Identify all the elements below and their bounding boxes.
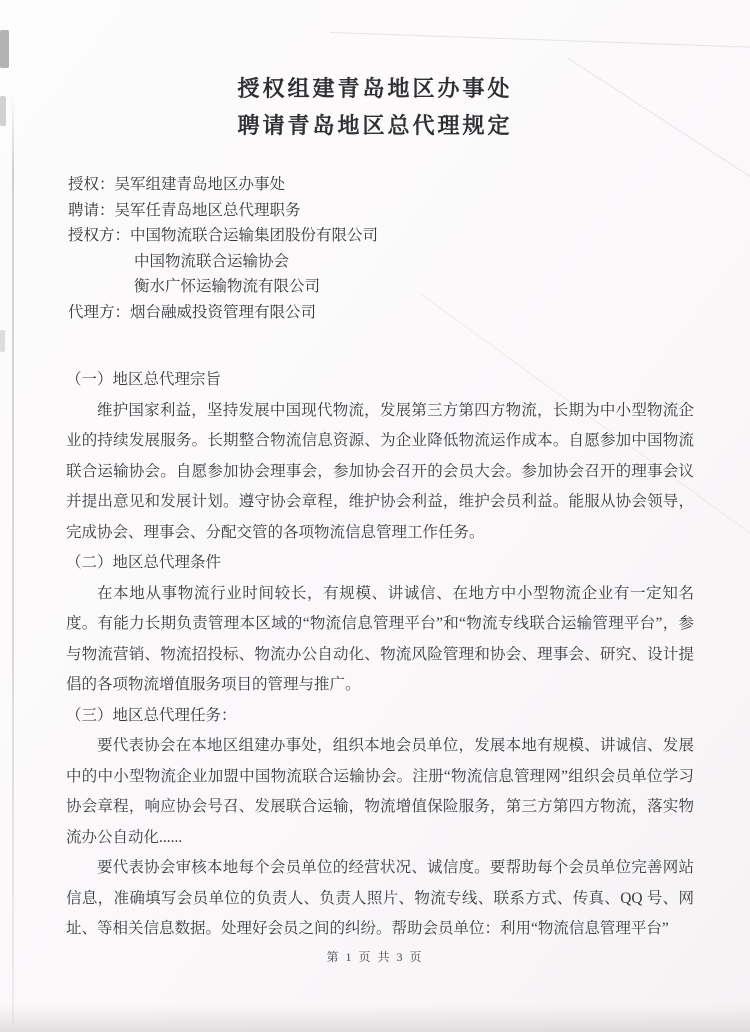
document-header	[0, 172, 750, 325]
section-1-paragraph: 维护国家利益，坚持发展中国现代物流，发展第三方第四方物流，长期为中小型物流企业的持续发展服务。长期整合物流信息资源、为企业降低物流运作成本。自愿参加中国物流联合运输协会。自愿参加协会理事会，参加协会召开的会员大会。参加协会召开的理事会议并提出意见和发展计划。遵守协会章程，维护协会利益，维护会员利益。能服从协会领导，完成协会、理事会、分配交管的各项物流信息管理工作任务。	[66, 401, 694, 541]
header-line-authorizer-3: 衡水广怀运输物流有限公司	[134, 278, 321, 295]
document-title	[0, 0, 750, 144]
section-2-paragraph: 在本地从事物流行业时间较长，有规模、讲诚信、在地方中小型物流企业有一定知名度。有能力长期负责管理本区域的“物流信息管理平台”和“物流专线联合运输管理平台”，参与物流营销、物流招投标、物流办公自动化、物流风险管理和协会、理事会、研究、设计提倡的各项物流增值服务项目的管理与推广。	[66, 584, 694, 693]
page-number-footer: 第 1 页 共 3 页	[326, 950, 424, 964]
header-line-appointment: 聘请：吴军任青岛地区总代理职务	[68, 201, 301, 219]
section-2-heading: （二）地区总代理条件	[66, 554, 222, 571]
section-3-paragraph-1: 要代表协会在本地区组建办事处，组织本地会员单位，发展本地有规模、讲诚信、发展中的中小型物流企业加盟中国物流联合运输协会。注册“物流信息管理网”组织会员单位学习协会章程，响应协会号召、发展联合运输，物流增值保险服务，第三方第四方物流，落实物流办公自动化......	[66, 737, 694, 846]
header-line-authorization: 授权：吴军组建青岛地区办事处	[68, 176, 286, 193]
document-body	[0, 365, 750, 945]
section-3-paragraph-2: 要代表协会审核本地每个会员单位的经营状况、诚信度。要帮助每个会员单位完善网站信息，准确填写会员单位的负责人、负责人照片、物流专线、联系方式、传真、QQ 号、网址、等相关信息数据。处理好会员之间的纠纷。帮助会员单位：利用“物流信息管理平台”	[66, 859, 694, 937]
title-line-1: 授权组建青岛地区办事处	[237, 76, 513, 101]
section-3-heading: （三）地区总代理任务：	[66, 706, 237, 724]
scan-edge-smudge	[0, 330, 5, 352]
header-line-agent: 代理方：烟台融威投资管理有限公司	[68, 303, 317, 321]
header-line-authorizer: 授权方：中国物流联合运输集团股份有限公司	[68, 227, 379, 244]
scanner-bed-shadow	[0, 1004, 750, 1032]
header-line-authorizer-2: 中国物流联合运输协会	[134, 252, 290, 270]
section-1-heading: （一）地区总代理宗旨	[66, 371, 222, 388]
title-line-2: 聘请青岛地区总代理规定	[237, 113, 513, 138]
